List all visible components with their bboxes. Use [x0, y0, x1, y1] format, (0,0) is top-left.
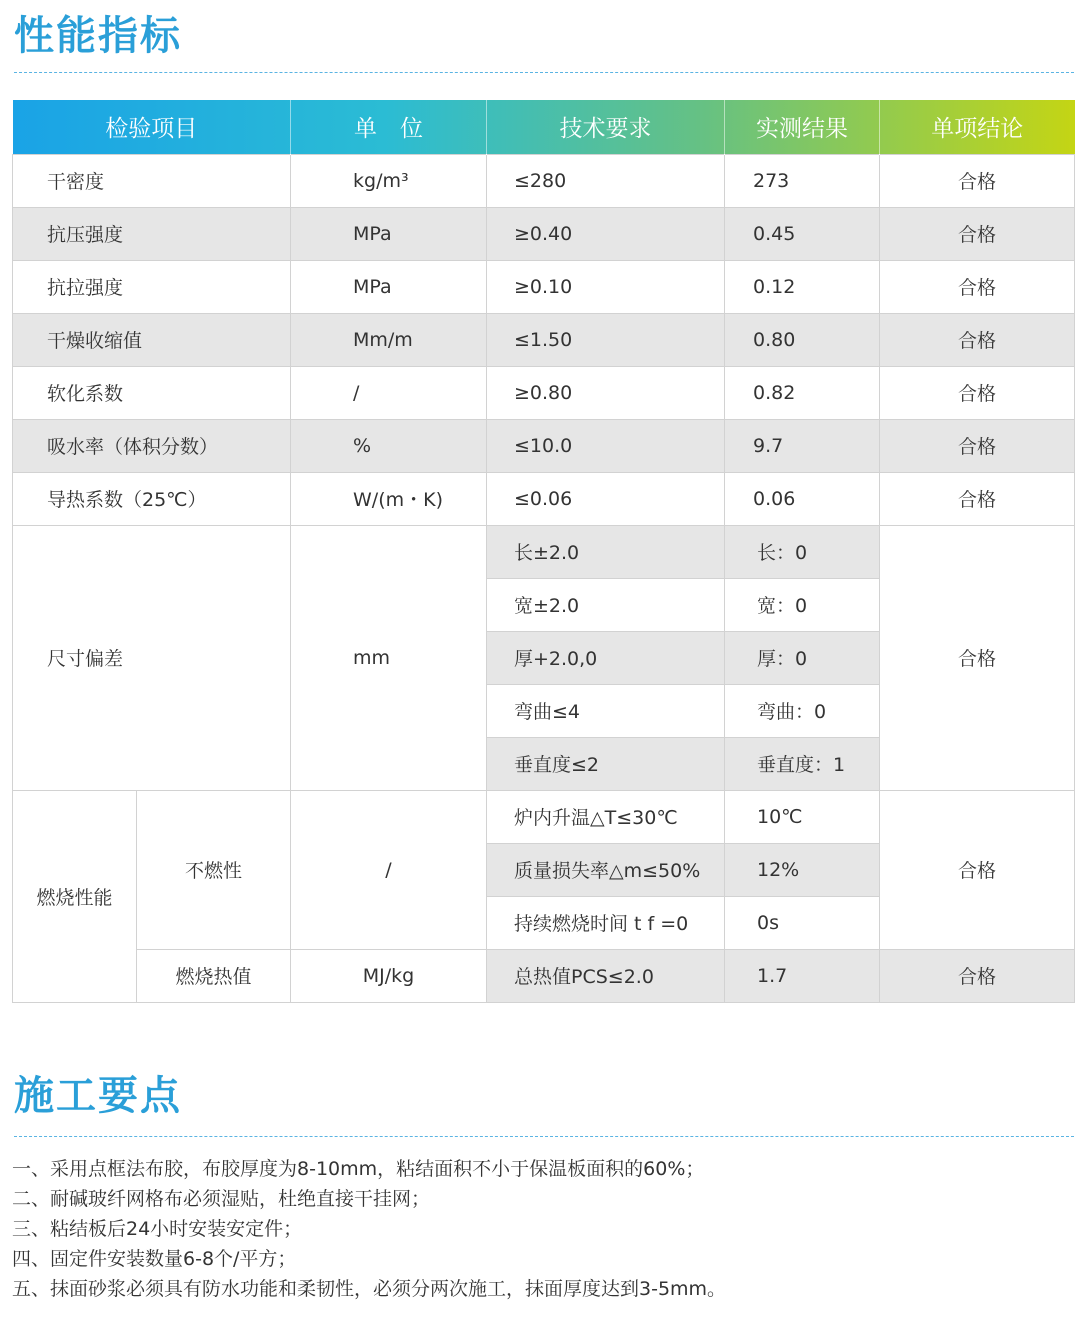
verdict-cell: 合格	[880, 472, 1075, 525]
requirement-cell: 垂直度≤2	[487, 737, 725, 790]
table-row	[13, 154, 1075, 207]
verdict-cell: 合格	[880, 260, 1075, 313]
construction-points-list	[12, 1154, 726, 1304]
requirement-cell: ≥0.10	[487, 260, 725, 313]
requirement-cell: 宽±2.0	[487, 578, 725, 631]
requirement-cell: ≤0.06	[487, 472, 725, 525]
header-item: 检验项目	[13, 100, 291, 154]
table-row	[13, 790, 1075, 843]
item-cell: 干密度	[13, 154, 291, 207]
unit-cell: MJ/kg	[291, 949, 487, 1002]
item-cell: 导热系数（25℃）	[13, 472, 291, 525]
unit-cell: MPa	[291, 260, 487, 313]
requirement-cell: ≤1.50	[487, 313, 725, 366]
list-item: 二、耐碱玻纤网格布必须湿贴，杜绝直接干挂网；	[12, 1188, 431, 1210]
result-cell: 9.7	[725, 419, 880, 472]
table-row	[13, 260, 1075, 313]
header-result: 实测结果	[725, 100, 880, 154]
list-item: 五、抹面砂浆必须具有防水功能和柔韧性，必须分两次施工，抹面厚度达到3-5mm。	[12, 1278, 727, 1300]
performance-section-title: 性能指标	[14, 13, 182, 59]
result-cell: 0.06	[725, 472, 880, 525]
header-verdict: 单项结论	[931, 116, 1024, 143]
unit-cell: Mm/m	[291, 313, 487, 366]
subitem-cell: 燃烧热值	[137, 949, 291, 1002]
verdict-cell: 合格	[880, 525, 1075, 790]
requirement-cell: ≤10.0	[487, 419, 725, 472]
requirement-cell: ≥0.40	[487, 207, 725, 260]
list-item: 一、采用点框法布胶，布胶厚度为8-10mm，粘结面积不小于保温板面积的60%；	[12, 1158, 705, 1180]
verdict-cell: 合格	[880, 313, 1075, 366]
table-row	[13, 419, 1075, 472]
item-cell: 软化系数	[13, 366, 291, 419]
result-cell: 弯曲：0	[725, 684, 880, 737]
header-requirement: 技术要求	[487, 100, 725, 154]
requirement-cell: ≥0.80	[487, 366, 725, 419]
requirement-cell: 长±2.0	[487, 525, 725, 578]
result-cell: 0.82	[725, 366, 880, 419]
subitem-cell: 不燃性	[137, 790, 291, 949]
verdict-cell: 合格	[880, 949, 1075, 1002]
unit-cell: kg/m³	[291, 154, 487, 207]
unit-cell: MPa	[291, 207, 487, 260]
title-divider	[14, 72, 1074, 73]
item-cell: 尺寸偏差	[13, 525, 291, 790]
unit-cell: /	[291, 366, 487, 419]
title-divider	[14, 1136, 1074, 1137]
result-cell: 273	[725, 154, 880, 207]
item-cell: 吸水率（体积分数）	[13, 419, 291, 472]
item-cell: 抗拉强度	[13, 260, 291, 313]
verdict-cell: 合格	[880, 366, 1075, 419]
construction-section-title: 施工要点	[14, 1073, 182, 1119]
performance-table	[12, 100, 1075, 1003]
table-row	[13, 313, 1075, 366]
item-cell: 抗压强度	[13, 207, 291, 260]
item-cell: 燃烧性能	[13, 790, 137, 1002]
table-row	[13, 472, 1075, 525]
result-cell: 0.12	[725, 260, 880, 313]
verdict-cell: 合格	[880, 207, 1075, 260]
list-item: 四、固定件安装数量6-8个/平方；	[12, 1248, 297, 1270]
result-cell: 0.80	[725, 313, 880, 366]
requirement-cell: ≤280	[487, 154, 725, 207]
requirement-cell: 总热值PCS≤2.0	[487, 949, 725, 1002]
table-row	[13, 525, 1075, 578]
result-cell: 垂直度：1	[725, 737, 880, 790]
unit-cell: /	[291, 790, 487, 949]
requirement-cell: 厚+2.0,0	[487, 631, 725, 684]
header-unit: 单 位	[291, 100, 487, 154]
result-cell: 0s	[725, 896, 880, 949]
item-cell: 干燥收缩值	[13, 313, 291, 366]
verdict-cell: 合格	[880, 790, 1075, 949]
unit-cell: mm	[291, 525, 487, 790]
result-cell: 1.7	[725, 949, 880, 1002]
requirement-cell: 质量损失率△m≤50%	[487, 843, 725, 896]
table-row	[13, 949, 1075, 1002]
result-cell: 12%	[725, 843, 880, 896]
result-cell: 长：0	[725, 525, 880, 578]
verdict-cell: 合格	[880, 419, 1075, 472]
result-cell: 厚：0	[725, 631, 880, 684]
verdict-cell: 合格	[880, 154, 1075, 207]
list-item: 三、粘结板后24小时安装安定件；	[12, 1218, 303, 1240]
requirement-cell: 弯曲≤4	[487, 684, 725, 737]
table-row	[13, 366, 1075, 419]
table-row	[13, 207, 1075, 260]
result-cell: 0.45	[725, 207, 880, 260]
unit-cell: W/(m・K)	[291, 472, 487, 525]
result-cell: 宽：0	[725, 578, 880, 631]
table-header-row	[13, 100, 1075, 154]
requirement-cell: 持续燃烧时间 t f =0	[487, 896, 725, 949]
result-cell: 10℃	[725, 790, 880, 843]
requirement-cell: 炉内升温△T≤30℃	[487, 790, 725, 843]
unit-cell: %	[291, 419, 487, 472]
